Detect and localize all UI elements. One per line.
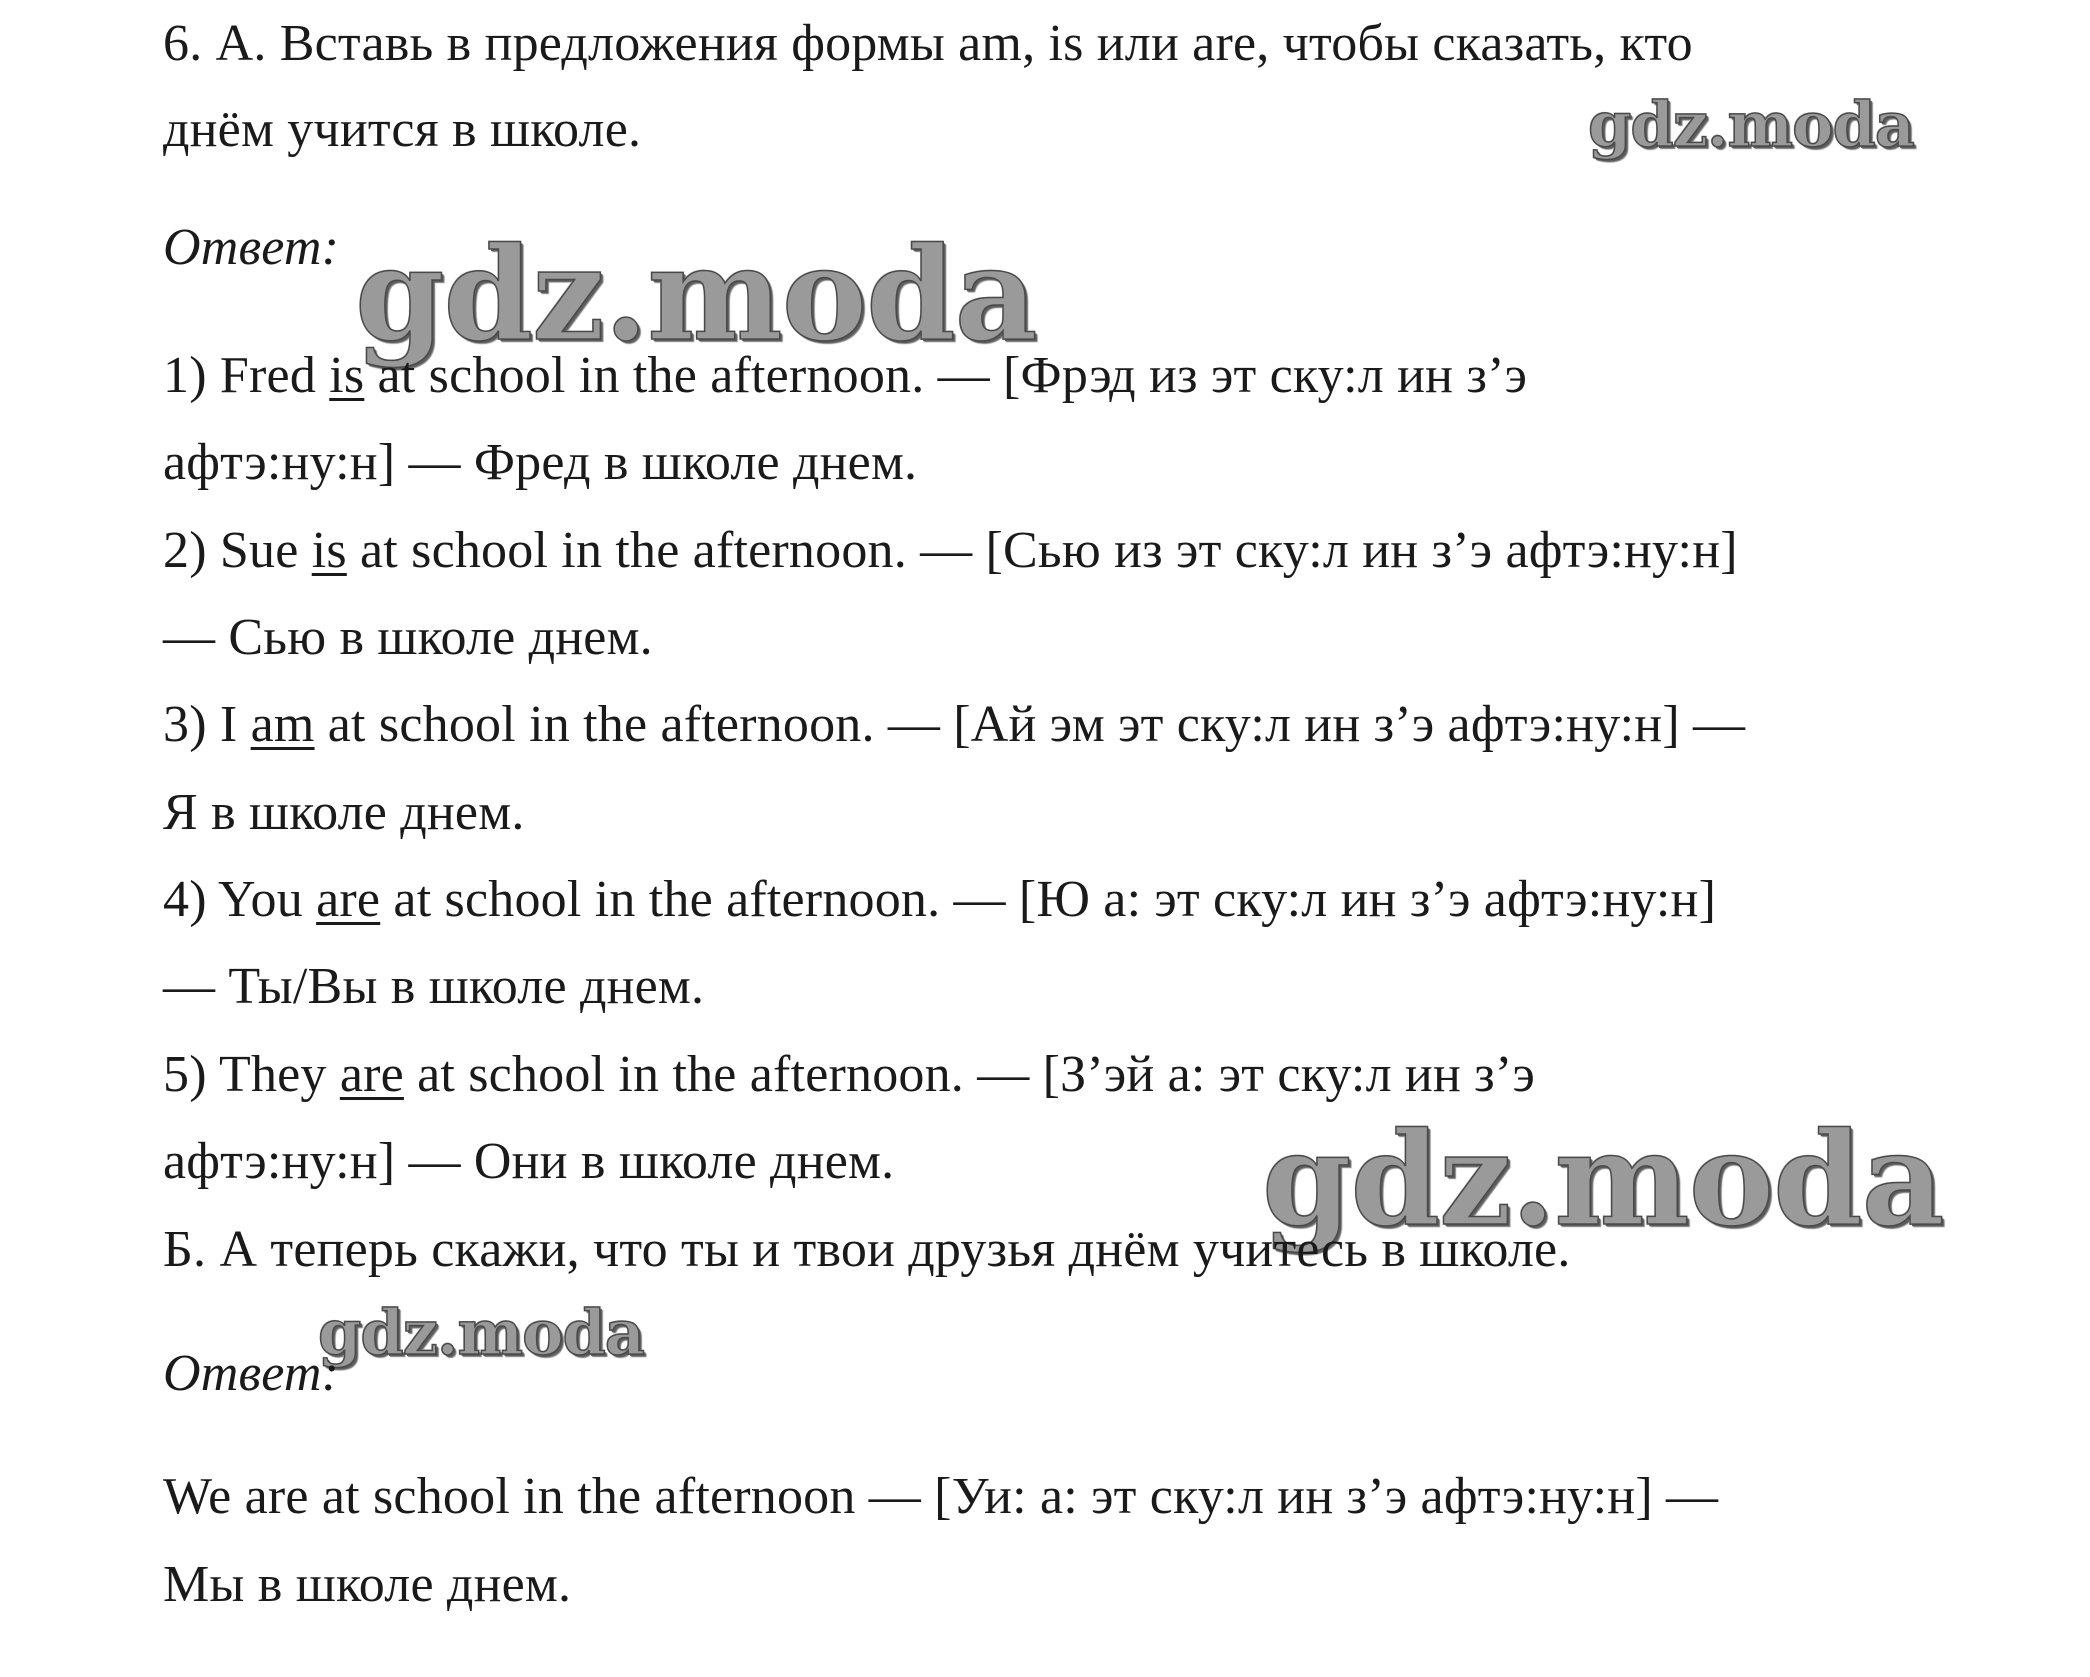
answer-item-4-line-1: 4) You are at school in the afternoon. — [Ю а: эт ску:л ин з’э афтэ:ну:н] [163,871,1717,928]
answer-label-b: Ответ: [163,1345,340,1402]
answer-item-2-verb: is [311,522,347,579]
watermark-answer-b: gdz.moda [318,1296,644,1369]
answer-item-1-line-2: афтэ:ну:н] — Фред в школе днем. [163,434,918,491]
answer-item-4-line-2: — Ты/Вы в школе днем. [163,958,705,1015]
watermark-answer-a: gdz.moda [355,220,1037,370]
answer-item-2-line-2: — Сью в школе днем. [163,609,653,666]
answer-item-3-line-1: 3) I am at school in the afternoon. — [Ай эм эт ску:л ин з’э афтэ:ну:н] — [163,696,1746,753]
answer-item-5-line-1: 5) They are at school in the afternoon. — [З’эй а: эт ску:л ин з’э [163,1046,1535,1103]
answer-item-1-line-1: 1) Fred is at school in the afternoon. — [Фрэд из эт ску:л ин з’э [163,347,1528,404]
final-answer-line-1: We are at school in the afternoon — [Уи: а: эт ску:л ин з’э афтэ:ну:н] — [163,1468,1719,1525]
answer-item-1-verb: is [329,347,365,404]
final-answer-line-2: Мы в школе днем. [163,1556,572,1613]
watermark-middle-right: gdz.moda [1262,1105,1944,1255]
task-a-line-2: днём учится в школе. [163,101,642,158]
answer-label-a: Ответ: [163,219,340,276]
task-b-line: Б. А теперь скажи, что ты и твои друзья днём учитесь в школе. [163,1221,1571,1278]
task-a-line-1: 6. А. Вставь в предложения формы am, is или are, чтобы сказать, кто [163,15,1693,72]
watermark-top-right: gdz.moda [1588,88,1914,161]
answer-item-5-verb: are [339,1046,404,1103]
answer-item-5-line-2: афтэ:ну:н] — Они в школе днем. [163,1133,895,1190]
answer-item-2-line-1: 2) Sue is at school in the afternoon. — [Сью из эт ску:л ин з’э афтэ:ну:н] [163,522,1738,579]
answer-item-4-verb: are [316,871,381,928]
answer-item-3-line-2: Я в школе днем. [163,784,525,841]
answer-item-3-verb: am [250,696,315,753]
